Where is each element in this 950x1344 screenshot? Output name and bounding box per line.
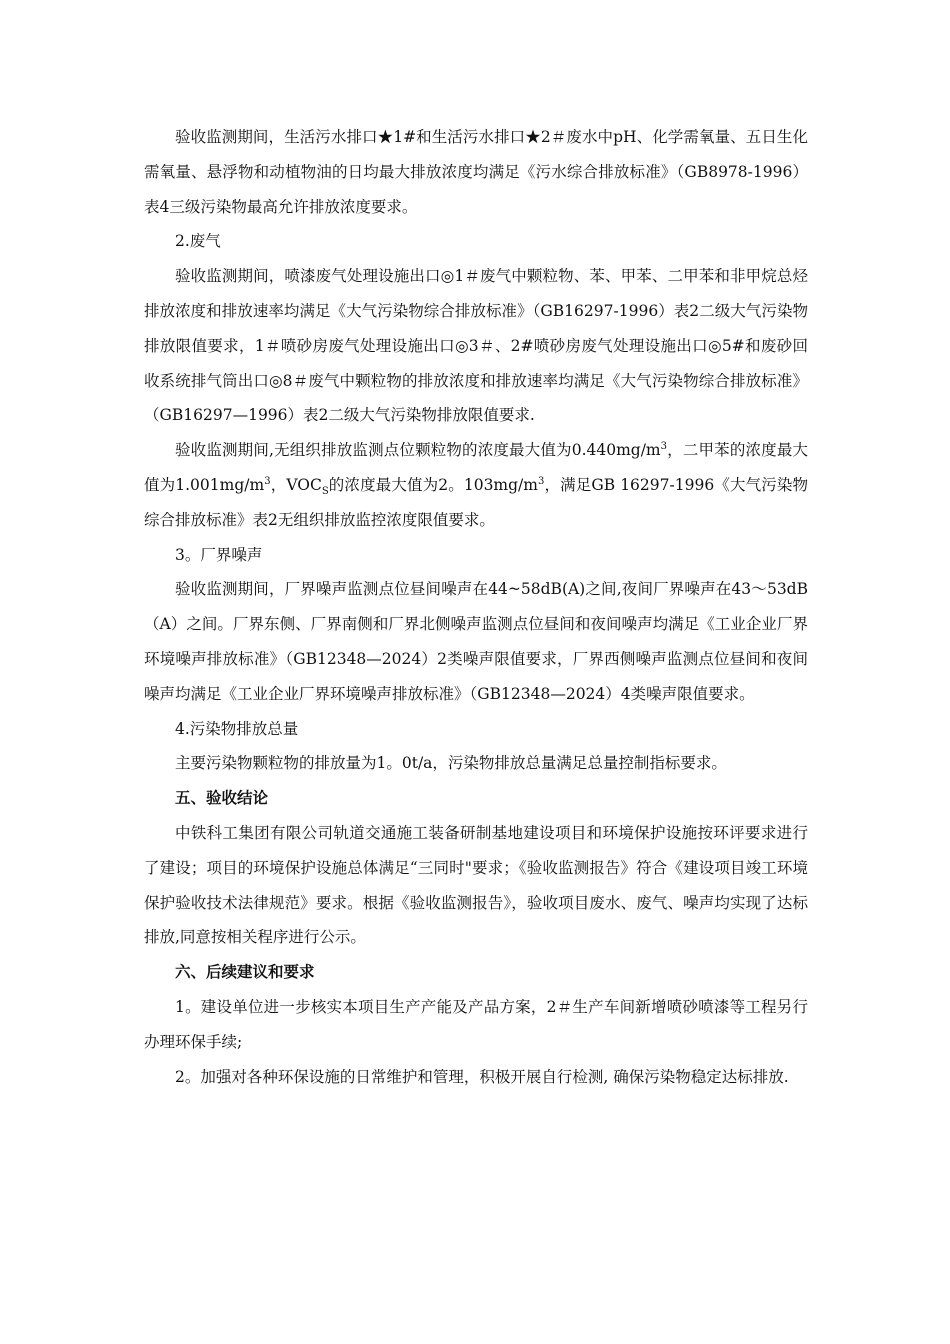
waste-gas-paragraph: 验收监测期间，喷漆废气处理设施出口◎1＃废气中颗粒物、苯、甲苯、二甲苯和非甲烷总烃排放浓度和排放速率均满足《大气污染物综合排放标准》（GB16297-1996）表2二级大气污染物排放限值要求，1＃喷砂房废气处理设施出口◎3＃、2#喷砂房废气处理设施出口◎5#和废砂回收系统排气筒出口◎8＃废气中颗粒物的排放浓度和排放速率均满足《大气污染物综合排放标准》（GB16297—1996）表2二级大气污染物排放限值要求. [144,267,808,425]
conclusion-paragraph: 中铁科工集团有限公司轨道交通施工装备研制基地建设项目和环境保护设施按环评要求进行了建设；项目的环境保护设施总体满足“三同时"要求；《验收监测报告》符合《建设项目竣工环境保护验收技术法律规范》要求。根据《验收监测报告》，验收项目废水、废气、噪声均实现了达标排放,同意按相关程序进行公示。 [144,823,808,947]
superscript-3-a: 3 [660,441,667,453]
follow-up-item-2: 2。加强对各种环保设施的日常维护和管理，积极开展自行检测, 确保污染物稳定达标排放. [175,1067,789,1086]
wastewater-paragraph: 验收监测期间，生活污水排口★1#和生活污水排口★2＃废水中pH、化学需氧量、五日生化需氧量、悬浮物和动植物油的日均最大排放浓度均满足《污水综合排放标准》（GB8978-1996）表4三级污染物最高允许排放浓度要求。 [144,128,808,216]
section-heading-follow-up: 六、后续建议和要求 [175,962,315,982]
fugitive-text-a: 验收监测期间,无组织排放监测点位颗粒物的浓度最大值为0.440mg/m [175,441,661,460]
fugitive-text-e: ，满足GB 16297-1996《大气污染物综合排放标准》表2无组织排放监控浓度限值要求。 [144,475,808,529]
fugitive-text-b: ，二甲苯的浓度最大值为1.001mg/m [144,441,808,494]
section-heading-noise: 3。厂界噪声 [175,545,263,564]
fugitive-emission-paragraph [144,433,808,537]
total-emission-paragraph: 主要污染物颗粒物的排放量为1。0t/a，污染物排放总量满足总量控制指标要求。 [175,754,727,773]
section-heading-total-emission: 4.污染物排放总量 [175,719,299,738]
section-heading-conclusion: 五、验收结论 [175,788,269,808]
follow-up-item-1: 1。建设单位进一步核实本项目生产产能及产品方案，2＃生产车间新增喷砂喷漆等工程另行办理环保手续; [144,997,808,1051]
superscript-3-c: 3 [537,475,545,487]
fugitive-text-d: 的浓度最大值为2。103mg/m [328,475,538,494]
document-body [144,120,808,1094]
section-heading-waste-gas: 2.废气 [175,232,221,251]
fugitive-text-c: ，VOC [270,475,322,494]
superscript-3-b: 3 [264,475,271,487]
subscript-s: S [321,486,329,498]
noise-paragraph: 验收监测期间，厂界噪声监测点位昼间噪声在44~58dB(A)之间,夜间厂界噪声在43～53dB（A）之间。厂界东侧、厂界南侧和厂界北侧噪声监测点位昼间和夜间噪声均满足《工业企业厂界环境噪声排放标准》（GB12348—2024）2类噪声限值要求，厂界西侧噪声监测点位昼间和夜间噪声均满足《工业企业厂界环境噪声排放标准》（GB12348—2024）4类噪声限值要求。 [144,580,808,703]
